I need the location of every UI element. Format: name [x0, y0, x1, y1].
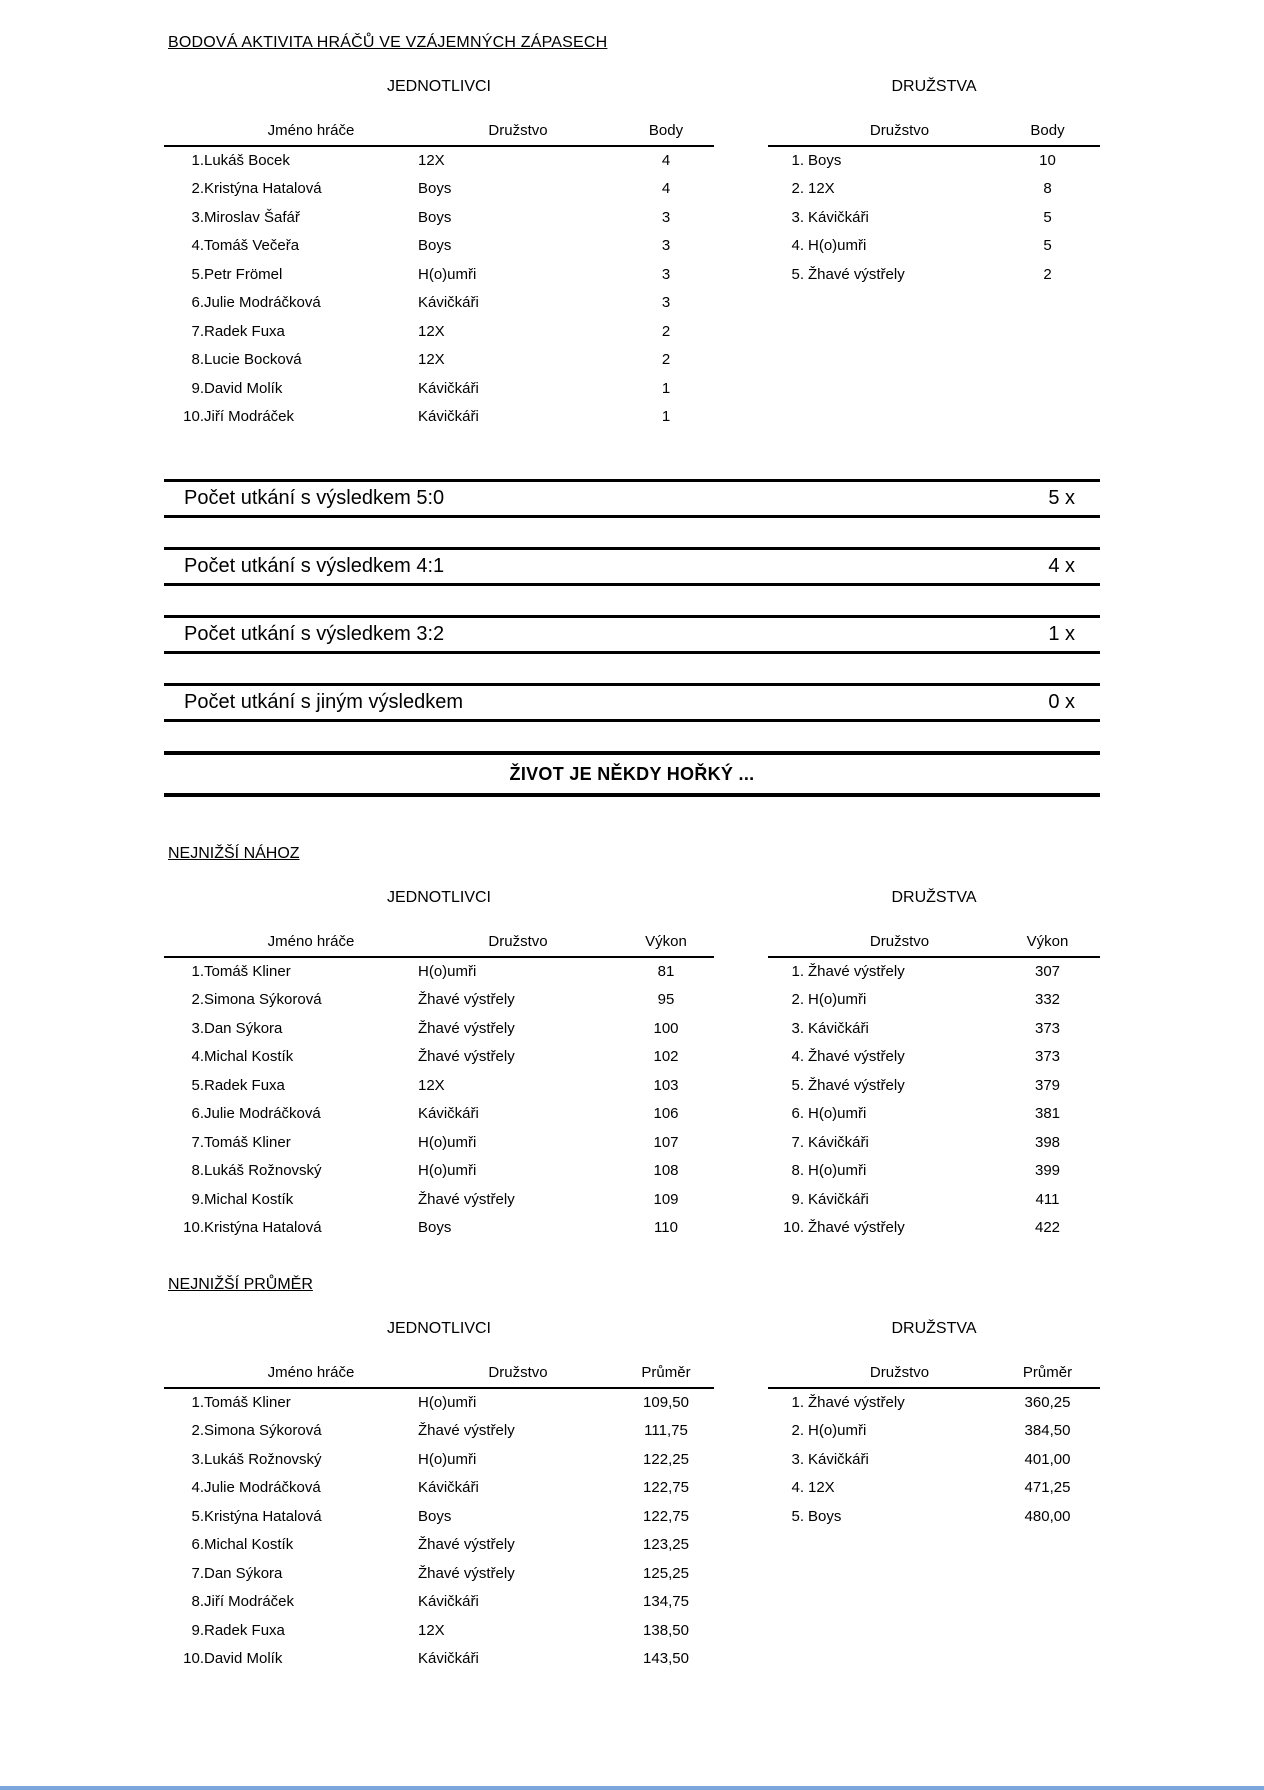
team-cell: Kávičkáři	[418, 379, 479, 397]
team-cell: 12X	[418, 351, 445, 369]
player-row	[164, 1157, 714, 1186]
points-teams-table	[768, 122, 1100, 289]
team-header: Družstvo	[418, 1364, 618, 1388]
player-row	[164, 1502, 714, 1531]
player-name-cell: Dan Sýkora	[204, 1564, 283, 1582]
team-cell: Žhavé výstřely	[808, 1219, 905, 1237]
rank-cell: 2.	[191, 1422, 204, 1440]
name-header: Jméno hráče	[204, 122, 418, 146]
player-row	[164, 1616, 714, 1645]
value-cell: 480,00	[1024, 1507, 1071, 1525]
player-row	[164, 1014, 714, 1043]
quote-text: ŽIVOT JE NĚKDY HOŘKÝ ...	[509, 763, 755, 784]
rank-cell: 5.	[791, 265, 804, 283]
team-cell: Boys	[418, 180, 452, 198]
player-name-cell: Julie Modráčková	[204, 1105, 321, 1123]
value-header: Výkon	[618, 933, 714, 957]
team-cell: Žhavé výstřely	[418, 1048, 515, 1066]
value-cell: 10	[1039, 152, 1056, 170]
value-cell: 1	[661, 379, 671, 397]
value-cell: 401,00	[1024, 1450, 1071, 1468]
player-name-cell: Simona Sýkorová	[204, 991, 322, 1009]
team-cell: Žhavé výstřely	[418, 991, 515, 1009]
rank-cell: 10.	[183, 408, 204, 426]
banner-value: 5 x	[1048, 487, 1075, 509]
team-row	[768, 1071, 1100, 1100]
team-cell: Kávičkáři	[418, 1593, 479, 1611]
player-name-cell: Lukáš Bocek	[204, 152, 290, 170]
lowest-average-section	[164, 1320, 1100, 1673]
lowest-throw-heading: NEJNIŽŠÍ NÁHOZ	[168, 845, 300, 862]
throw-individuals-table	[164, 933, 714, 1242]
rank-cell: 3.	[791, 1450, 804, 1468]
points-individuals-table	[164, 122, 714, 431]
rank-cell: 6.	[791, 1105, 804, 1123]
player-row	[164, 346, 714, 375]
value-cell: 109,50	[643, 1394, 689, 1412]
value-cell: 8	[1043, 180, 1052, 198]
team-cell: Žhavé výstřely	[418, 1190, 515, 1208]
rank-cell: 5.	[791, 1507, 804, 1525]
team-header: Družstvo	[804, 933, 995, 957]
player-row	[164, 403, 714, 432]
rank-cell: 2.	[191, 180, 204, 198]
team-cell: H(o)umři	[418, 1162, 477, 1180]
player-name-cell: Simona Sýkorová	[204, 1422, 322, 1440]
average-individuals-table	[164, 1364, 714, 1673]
player-name-cell: Lucie Bocková	[204, 351, 302, 369]
rank-cell: 6.	[191, 1536, 204, 1554]
rank-cell: 4.	[191, 237, 204, 255]
team-header: Družstvo	[804, 1364, 995, 1388]
rank-cell: 9.	[191, 1190, 204, 1208]
rank-cell: 5.	[791, 1076, 804, 1094]
rank-header	[164, 1364, 204, 1388]
team-cell: H(o)umři	[808, 1105, 867, 1123]
rank-cell: 4.	[791, 1048, 804, 1066]
rank-header	[164, 933, 204, 957]
player-name-cell: Radek Fuxa	[204, 1621, 285, 1639]
team-row	[768, 175, 1100, 204]
team-cell: H(o)umři	[808, 1422, 867, 1440]
player-row	[164, 1100, 714, 1129]
value-cell: 81	[657, 963, 675, 981]
match-count-banner-5-0	[164, 479, 1100, 518]
value-cell: 381	[1034, 1105, 1061, 1123]
value-cell: 2	[661, 322, 671, 340]
team-cell: Žhavé výstřely	[808, 963, 905, 981]
player-row	[164, 1474, 714, 1503]
team-cell: Kávičkáři	[808, 1019, 869, 1037]
player-name-cell: Michal Kostík	[204, 1536, 294, 1554]
rank-cell: 8.	[191, 1162, 204, 1180]
rank-header	[768, 933, 804, 957]
player-row	[164, 1388, 714, 1417]
player-name-cell: Radek Fuxa	[204, 322, 285, 340]
team-cell: 12X	[808, 1479, 835, 1497]
team-cell: H(o)umři	[418, 1450, 477, 1468]
value-cell: 122,75	[643, 1479, 689, 1497]
rank-cell: 9.	[191, 379, 204, 397]
rank-cell: 3.	[191, 208, 204, 226]
throw-teams-table	[768, 933, 1100, 1242]
value-cell: 122,25	[643, 1450, 689, 1468]
value-cell: 332	[1034, 991, 1061, 1009]
player-name-cell: Miroslav Šafář	[204, 208, 300, 226]
value-cell: 103	[653, 1076, 679, 1094]
rank-cell: 2.	[791, 991, 804, 1009]
player-name-cell: Lukáš Rožnovský	[204, 1450, 322, 1468]
team-cell: H(o)umři	[418, 1133, 477, 1151]
player-row	[164, 1531, 714, 1560]
name-header: Jméno hráče	[204, 1364, 418, 1388]
rank-cell: 7.	[191, 322, 204, 340]
player-name-cell: Tomáš Večeřa	[204, 237, 300, 255]
rank-cell: 6.	[191, 294, 204, 312]
player-name-cell: Michal Kostík	[204, 1048, 294, 1066]
team-cell: Kávičkáři	[808, 1450, 869, 1468]
team-row	[768, 1502, 1100, 1531]
player-row	[164, 986, 714, 1015]
team-cell: H(o)umři	[418, 1394, 477, 1412]
rank-header	[768, 1364, 804, 1388]
player-name-cell: Petr Frömel	[204, 265, 283, 283]
value-cell: 399	[1034, 1162, 1061, 1180]
points-individuals-title: JEDNOTLIVCI	[386, 78, 491, 95]
team-row	[768, 1388, 1100, 1417]
value-cell: 3	[661, 208, 671, 226]
team-cell: Žhavé výstřely	[808, 1048, 905, 1066]
player-row	[164, 289, 714, 318]
value-cell: 5	[1043, 237, 1052, 255]
value-cell: 109	[653, 1190, 679, 1208]
team-cell: Žhavé výstřely	[808, 1394, 905, 1412]
team-cell: Boys	[808, 1507, 842, 1525]
document-content	[164, 0, 1100, 1673]
team-cell: Žhavé výstřely	[808, 265, 905, 283]
match-count-banner-4-1	[164, 547, 1100, 586]
team-row	[768, 1100, 1100, 1129]
rank-cell: 8.	[191, 1593, 204, 1611]
player-name-cell: Kristýna Hatalová	[204, 1219, 322, 1237]
value-cell: 100	[653, 1019, 679, 1037]
team-row	[768, 1214, 1100, 1243]
player-row	[164, 1588, 714, 1617]
name-header: Jméno hráče	[204, 933, 418, 957]
player-row	[164, 175, 714, 204]
value-cell: 373	[1034, 1048, 1061, 1066]
team-cell: Kávičkáři	[418, 294, 479, 312]
value-cell: 398	[1034, 1133, 1061, 1151]
match-count-banners	[164, 479, 1100, 722]
banner-label: Počet utkání s výsledkem 4:1	[184, 555, 445, 577]
banner-value: 4 x	[1048, 555, 1075, 577]
team-cell: H(o)umři	[808, 237, 867, 255]
rank-cell: 2.	[791, 180, 804, 198]
average-individuals-title: JEDNOTLIVCI	[386, 1320, 491, 1337]
player-row	[164, 232, 714, 261]
value-cell: 4	[661, 152, 671, 170]
value-header: Průměr	[618, 1364, 714, 1388]
value-cell: 5	[1043, 208, 1052, 226]
rank-cell: 1.	[191, 963, 204, 981]
rank-cell: 3.	[791, 208, 804, 226]
player-row	[164, 1128, 714, 1157]
team-cell: H(o)umři	[418, 265, 477, 283]
value-cell: 106	[653, 1105, 679, 1123]
rank-cell: 1.	[191, 152, 204, 170]
rank-cell: 1.	[791, 1394, 804, 1412]
value-cell: 4	[661, 180, 671, 198]
value-header: Výkon	[995, 933, 1100, 957]
throw-teams-title: DRUŽSTVA	[891, 889, 977, 906]
team-row	[768, 203, 1100, 232]
player-name-cell: Jiří Modráček	[204, 408, 295, 426]
team-cell: Boys	[418, 208, 452, 226]
player-name-cell: Dan Sýkora	[204, 1019, 283, 1037]
rank-cell: 5.	[191, 1507, 204, 1525]
rank-cell: 4.	[791, 237, 804, 255]
team-cell: Kávičkáři	[808, 208, 869, 226]
team-row	[768, 986, 1100, 1015]
team-cell: H(o)umři	[808, 1162, 867, 1180]
team-row	[768, 1185, 1100, 1214]
value-cell: 2	[661, 351, 671, 369]
player-row	[164, 1417, 714, 1446]
player-row	[164, 1071, 714, 1100]
rank-cell: 7.	[191, 1133, 204, 1151]
rank-cell: 8.	[191, 351, 204, 369]
rank-header	[768, 122, 804, 146]
average-teams-table	[768, 1364, 1100, 1531]
team-cell: 12X	[418, 152, 445, 170]
value-cell: 95	[657, 991, 675, 1009]
player-row	[164, 1043, 714, 1072]
value-cell: 108	[653, 1162, 679, 1180]
rank-cell: 9.	[791, 1190, 804, 1208]
banner-value: 0 x	[1048, 691, 1075, 713]
team-header: Družstvo	[418, 122, 618, 146]
window-bottom-edge	[0, 1786, 1264, 1790]
document-title: BODOVÁ AKTIVITA HRÁČŮ VE VZÁJEMNÝCH ZÁPASECH	[168, 34, 608, 51]
value-header: Průměr	[995, 1364, 1100, 1388]
rank-cell: 1.	[191, 1394, 204, 1412]
player-row	[164, 374, 714, 403]
team-row	[768, 1157, 1100, 1186]
player-row	[164, 203, 714, 232]
value-cell: 3	[661, 265, 671, 283]
rank-cell: 10.	[183, 1650, 204, 1668]
rank-cell: 3.	[791, 1019, 804, 1037]
player-name-cell: Kristýna Hatalová	[204, 180, 322, 198]
value-cell: 3	[661, 294, 671, 312]
team-cell: 12X	[418, 322, 445, 340]
rank-cell: 10.	[183, 1219, 204, 1237]
team-cell: Boys	[418, 1507, 452, 1525]
player-row	[164, 1214, 714, 1243]
value-cell: 111,75	[644, 1422, 688, 1440]
value-cell: 143,50	[643, 1650, 689, 1668]
team-row	[768, 260, 1100, 289]
rank-cell: 4.	[791, 1479, 804, 1497]
rank-cell: 1.	[791, 963, 804, 981]
rank-cell: 4.	[191, 1479, 204, 1497]
rank-header	[164, 122, 204, 146]
team-row	[768, 1128, 1100, 1157]
player-row	[164, 260, 714, 289]
value-cell: 307	[1034, 963, 1061, 981]
rank-cell: 7.	[791, 1133, 804, 1151]
rank-cell: 10.	[783, 1219, 804, 1237]
value-cell: 125,25	[643, 1564, 689, 1582]
banner-label: Počet utkání s jiným výsledkem	[184, 691, 463, 713]
player-name-cell: David Molík	[204, 379, 283, 397]
player-row	[164, 1445, 714, 1474]
value-cell: 471,25	[1024, 1479, 1071, 1497]
rank-cell: 2.	[191, 991, 204, 1009]
team-row	[768, 146, 1100, 175]
player-name-cell: Michal Kostík	[204, 1190, 294, 1208]
team-header: Družstvo	[418, 933, 618, 957]
team-cell: Žhavé výstřely	[418, 1536, 515, 1554]
value-cell: 110	[654, 1219, 678, 1237]
rank-cell: 3.	[191, 1019, 204, 1037]
team-cell: H(o)umři	[418, 963, 477, 981]
player-name-cell: Tomáš Kliner	[204, 1394, 291, 1412]
team-cell: Boys	[808, 152, 842, 170]
value-cell: 123,25	[643, 1536, 689, 1554]
rank-cell: 2.	[791, 1422, 804, 1440]
player-name-cell: Kristýna Hatalová	[204, 1507, 322, 1525]
team-cell: Boys	[418, 237, 452, 255]
team-cell: H(o)umři	[808, 991, 867, 1009]
value-cell: 373	[1034, 1019, 1061, 1037]
rank-cell: 5.	[191, 1076, 204, 1094]
team-cell: 12X	[808, 180, 835, 198]
team-cell: Žhavé výstřely	[418, 1564, 515, 1582]
team-cell: 12X	[418, 1621, 445, 1639]
rank-cell: 8.	[791, 1162, 804, 1180]
player-name-cell: Tomáš Kliner	[204, 963, 291, 981]
value-header: Body	[618, 122, 714, 146]
team-row	[768, 1445, 1100, 1474]
team-row	[768, 1417, 1100, 1446]
team-cell: Boys	[418, 1219, 452, 1237]
player-name-cell: Tomáš Kliner	[204, 1133, 291, 1151]
player-row	[164, 1185, 714, 1214]
match-count-banner-other	[164, 683, 1100, 722]
value-cell: 3	[661, 237, 671, 255]
player-name-cell: Radek Fuxa	[204, 1076, 285, 1094]
team-cell: Kávičkáři	[418, 408, 479, 426]
team-row	[768, 957, 1100, 986]
player-name-cell: Lukáš Rožnovský	[204, 1162, 322, 1180]
rank-cell: 5.	[191, 265, 204, 283]
quote-banner	[164, 751, 1100, 797]
team-row	[768, 1474, 1100, 1503]
value-header: Body	[995, 122, 1100, 146]
points-teams-title: DRUŽSTVA	[891, 78, 977, 95]
team-row	[768, 1014, 1100, 1043]
rank-cell: 1.	[791, 152, 804, 170]
team-cell: Žhavé výstřely	[418, 1019, 515, 1037]
throw-individuals-title: JEDNOTLIVCI	[386, 889, 491, 906]
points-section	[164, 78, 1100, 431]
value-cell: 360,25	[1024, 1394, 1071, 1412]
match-count-banner-3-2	[164, 615, 1100, 654]
value-cell: 379	[1034, 1076, 1061, 1094]
team-row	[768, 232, 1100, 261]
player-row	[164, 317, 714, 346]
team-cell: Žhavé výstřely	[418, 1422, 515, 1440]
player-name-cell: Jiří Modráček	[204, 1593, 295, 1611]
banner-label: Počet utkání s výsledkem 3:2	[184, 623, 445, 645]
player-name-cell: David Molík	[204, 1650, 283, 1668]
rank-cell: 7.	[191, 1564, 204, 1582]
player-name-cell: Julie Modráčková	[204, 294, 321, 312]
banner-label: Počet utkání s výsledkem 5:0	[184, 487, 445, 509]
lowest-throw-section	[164, 889, 1100, 1242]
banner-value: 1 x	[1048, 623, 1075, 645]
player-row	[164, 146, 714, 175]
value-cell: 102	[653, 1048, 679, 1066]
player-name-cell: Julie Modráčková	[204, 1479, 321, 1497]
team-cell: Kávičkáři	[808, 1190, 869, 1208]
value-cell: 138,50	[643, 1621, 689, 1639]
team-header: Družstvo	[804, 122, 995, 146]
value-cell: 2	[1043, 265, 1052, 283]
rank-cell: 3.	[191, 1450, 204, 1468]
average-teams-title: DRUŽSTVA	[891, 1320, 977, 1337]
rank-cell: 6.	[191, 1105, 204, 1123]
rank-cell: 9.	[191, 1621, 204, 1639]
team-cell: 12X	[418, 1076, 445, 1094]
value-cell: 422	[1034, 1219, 1061, 1237]
team-cell: Žhavé výstřely	[808, 1076, 905, 1094]
value-cell: 411	[1035, 1190, 1060, 1208]
team-cell: Kávičkáři	[418, 1650, 479, 1668]
lowest-average-heading: NEJNIŽŠÍ PRŮMĚR	[168, 1276, 313, 1293]
value-cell: 384,50	[1024, 1422, 1071, 1440]
rank-cell: 4.	[191, 1048, 204, 1066]
value-cell: 107	[653, 1133, 679, 1151]
value-cell: 134,75	[643, 1593, 689, 1611]
player-row	[164, 1559, 714, 1588]
team-cell: Kávičkáři	[808, 1133, 869, 1151]
team-row	[768, 1043, 1100, 1072]
team-cell: Kávičkáři	[418, 1105, 479, 1123]
value-cell: 122,75	[643, 1507, 689, 1525]
player-row	[164, 957, 714, 986]
team-cell: Kávičkáři	[418, 1479, 479, 1497]
player-row	[164, 1645, 714, 1674]
value-cell: 1	[661, 408, 671, 426]
